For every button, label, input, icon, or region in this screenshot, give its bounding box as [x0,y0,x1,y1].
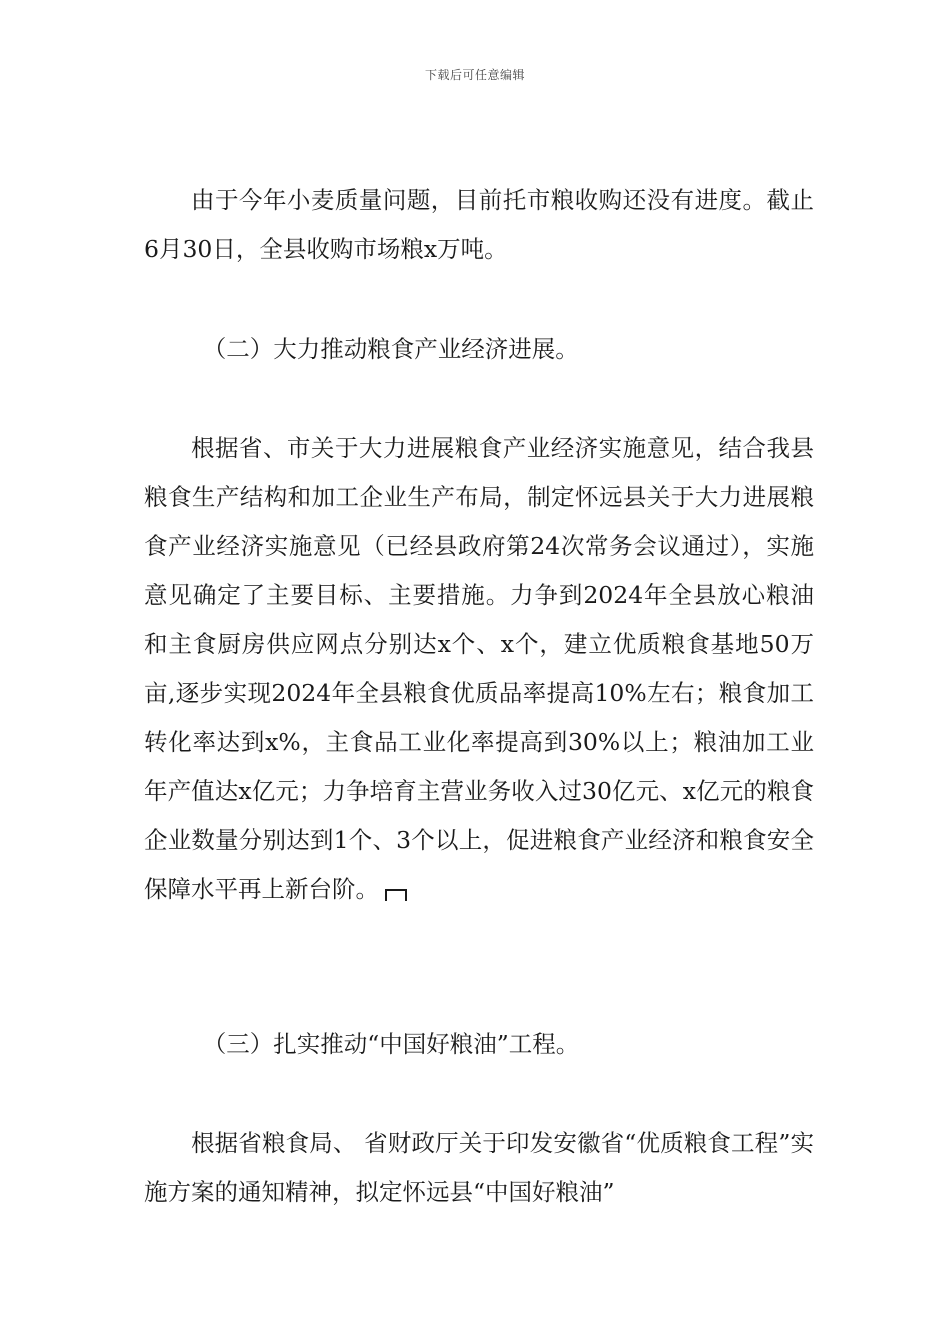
section-heading-3: （三）扎实推动“中国好粮油”工程。 [202,1030,580,1058]
paragraph-grain-industry-text: 根据省、市关于大力进展粮食产业经济实施意见，结合我县粮食生产结构和加工企业生产布局，制定怀远县关于大力进展粮食产业经济实施意见（已经县政府第24次常务会议通过），实施意见确定了主要目标、主要措施。力争到2024年全县放心粮油和主食厨房供应网点分别达x个、x个，建立优质粮食基地50万亩,逐步实现2024年全县粮食优质品率提高10%左右；粮食加工转化率达到x%，主食品工业化率提高到30%以上；粮油加工业年产值达x亿元；力争培育主营业务收入过30亿元、x亿元的粮食企业数量分别达到1个、3个以上，促进粮食产业经济和粮食安全保障水平再上新台阶。 [144,434,814,903]
bracket-mark-icon [385,889,407,901]
paragraph-good-grain-oil: 根据省粮食局、 省财政厅关于印发安徽省“优质粮食工程”实施方案的通知精神，拟定怀远县“中国好粮油” [144,1129,814,1206]
section-heading-2: （二）大力推动粮食产业经济进展。 [202,335,579,363]
page-header-note: 下载后可任意编辑 [424,68,525,82]
paragraph-grain-purchase: 由于今年小麦质量问题，目前托市粮收购还没有进度。截止6月30日，全县收购市场粮x万吨。 [144,186,814,263]
paragraph-grain-industry [144,424,814,914]
